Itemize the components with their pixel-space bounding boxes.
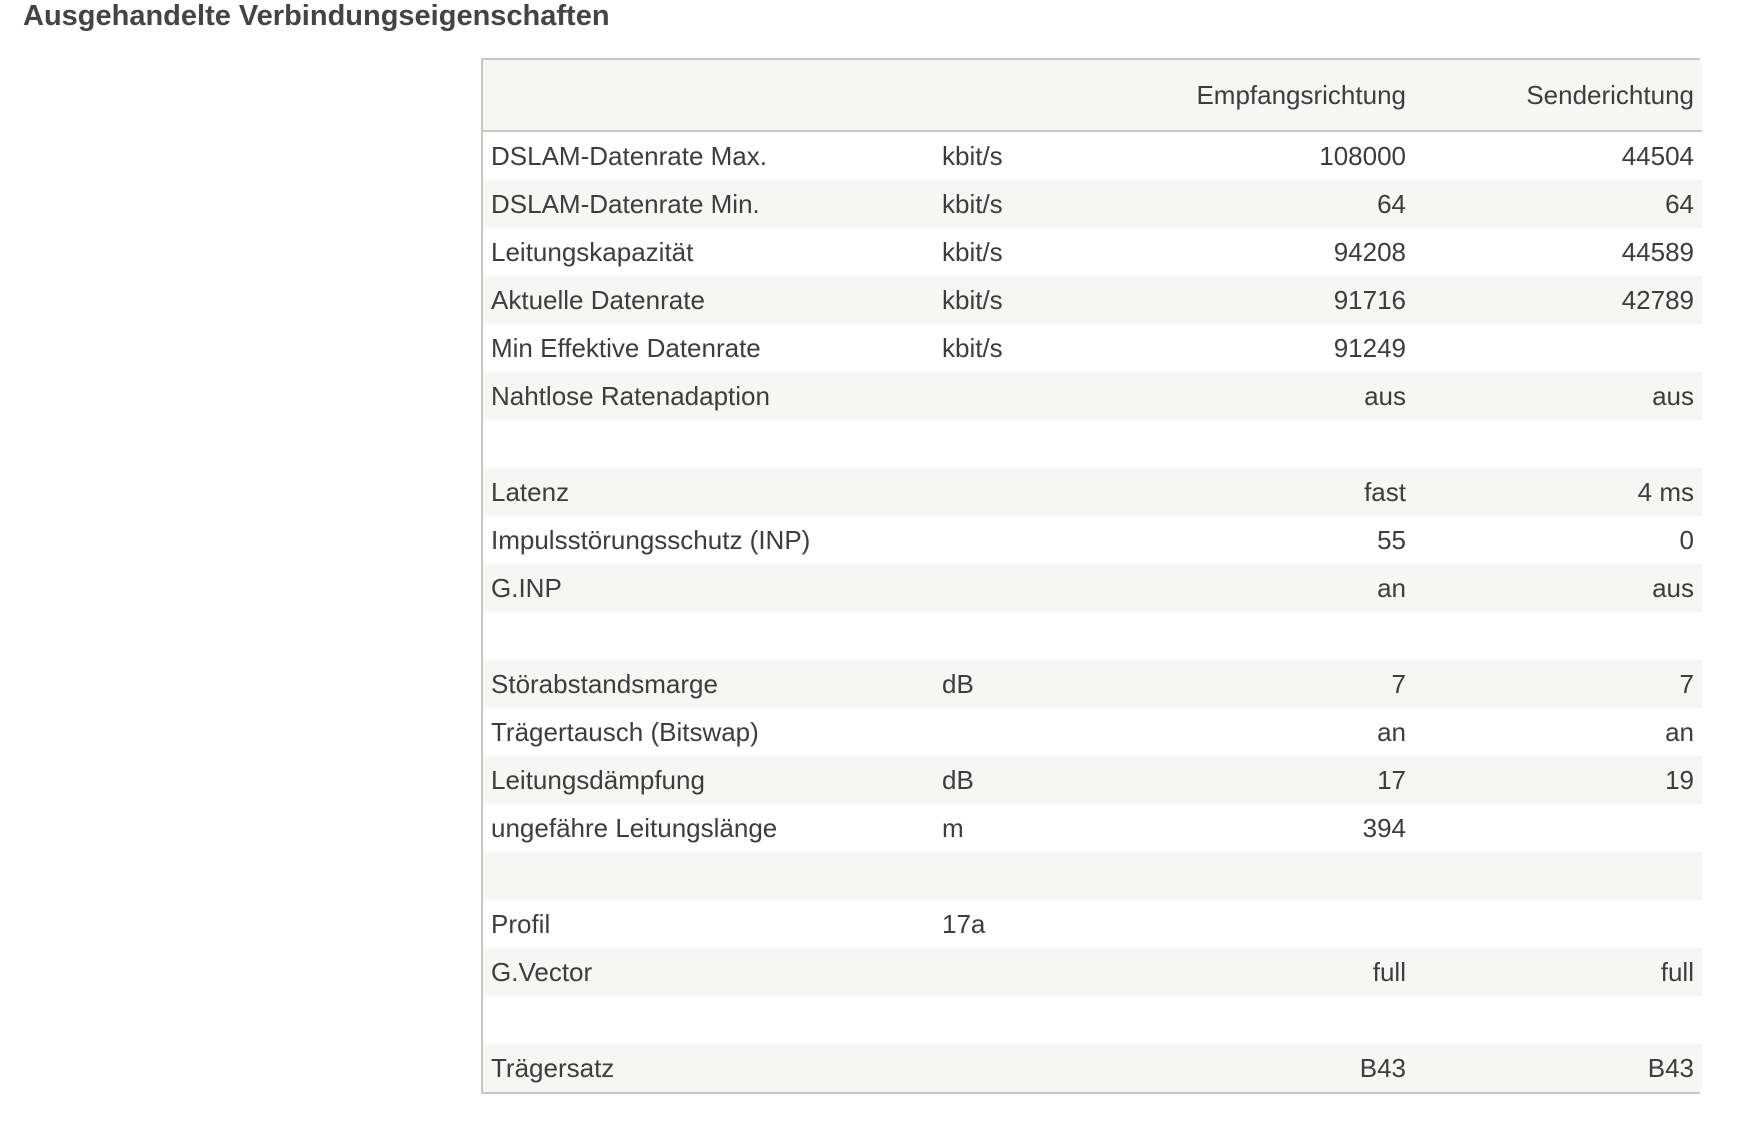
table-row <box>483 228 1702 276</box>
row-label: ungefähre Leitungslänge <box>483 804 934 852</box>
table-row <box>483 804 1702 852</box>
table-row <box>483 660 1702 708</box>
row-unit <box>934 996 1169 1044</box>
table-row <box>483 564 1702 612</box>
row-label: Trägersatz <box>483 1044 934 1092</box>
header-receive-direction: Empfangsrichtung <box>1169 60 1414 131</box>
row-receive-value: an <box>1169 708 1414 756</box>
row-label: Leitungsdämpfung <box>483 756 934 804</box>
row-label: DSLAM-Datenrate Max. <box>483 131 934 180</box>
row-unit: kbit/s <box>934 228 1169 276</box>
row-label: Impulsstörungsschutz (INP) <box>483 516 934 564</box>
row-unit: m <box>934 804 1169 852</box>
table-row <box>483 516 1702 564</box>
row-receive-value: 64 <box>1169 180 1414 228</box>
row-label: Aktuelle Datenrate <box>483 276 934 324</box>
header-label <box>483 60 934 131</box>
row-send-value: 44504 <box>1414 131 1702 180</box>
row-receive-value <box>1169 612 1414 660</box>
table-header-row <box>483 60 1702 131</box>
header-send-direction: Senderichtung <box>1414 60 1702 131</box>
row-label: Trägertausch (Bitswap) <box>483 708 934 756</box>
row-send-value: 7 <box>1414 660 1702 708</box>
row-label <box>483 420 934 468</box>
row-label: G.Vector <box>483 948 934 996</box>
row-send-value: 64 <box>1414 180 1702 228</box>
row-send-value: 0 <box>1414 516 1702 564</box>
row-receive-value <box>1169 852 1414 900</box>
section-title: Ausgehandelte Verbindungseigenschaften <box>23 0 610 32</box>
row-send-value: an <box>1414 708 1702 756</box>
table-row <box>483 708 1702 756</box>
row-send-value <box>1414 420 1702 468</box>
row-receive-value: an <box>1169 564 1414 612</box>
row-send-value: 19 <box>1414 756 1702 804</box>
row-send-value <box>1414 324 1702 372</box>
header-unit <box>934 60 1169 131</box>
row-send-value <box>1414 996 1702 1044</box>
table-row <box>483 180 1702 228</box>
row-receive-value: 394 <box>1169 804 1414 852</box>
row-unit <box>934 516 1169 564</box>
row-label: Min Effektive Datenrate <box>483 324 934 372</box>
row-unit <box>934 564 1169 612</box>
row-receive-value: 91716 <box>1169 276 1414 324</box>
row-unit: 17a <box>934 900 1169 948</box>
table-row <box>483 131 1702 180</box>
row-unit <box>934 468 1169 516</box>
table-row <box>483 1044 1702 1092</box>
table-row <box>483 324 1702 372</box>
row-receive-value: fast <box>1169 468 1414 516</box>
row-unit: dB <box>934 756 1169 804</box>
row-send-value: aus <box>1414 564 1702 612</box>
table-row <box>483 468 1702 516</box>
row-receive-value: 17 <box>1169 756 1414 804</box>
row-unit <box>934 612 1169 660</box>
row-receive-value: full <box>1169 948 1414 996</box>
row-unit: kbit/s <box>934 180 1169 228</box>
row-label: Nahtlose Ratenadaption <box>483 372 934 420</box>
row-receive-value: 91249 <box>1169 324 1414 372</box>
row-label <box>483 996 934 1044</box>
row-receive-value <box>1169 420 1414 468</box>
row-send-value <box>1414 612 1702 660</box>
row-unit <box>934 372 1169 420</box>
row-unit <box>934 708 1169 756</box>
row-send-value: 44589 <box>1414 228 1702 276</box>
row-unit: kbit/s <box>934 324 1169 372</box>
row-label: G.INP <box>483 564 934 612</box>
row-send-value: 4 ms <box>1414 468 1702 516</box>
row-send-value: aus <box>1414 372 1702 420</box>
row-send-value <box>1414 804 1702 852</box>
connection-properties-table <box>481 58 1700 1094</box>
row-receive-value <box>1169 996 1414 1044</box>
table-row <box>483 372 1702 420</box>
row-send-value: B43 <box>1414 1044 1702 1092</box>
row-label <box>483 852 934 900</box>
row-receive-value: 7 <box>1169 660 1414 708</box>
row-label: Latenz <box>483 468 934 516</box>
row-receive-value: aus <box>1169 372 1414 420</box>
table-row <box>483 900 1702 948</box>
row-unit <box>934 948 1169 996</box>
table-row <box>483 996 1702 1044</box>
row-unit: kbit/s <box>934 276 1169 324</box>
row-label: Profil <box>483 900 934 948</box>
row-send-value <box>1414 852 1702 900</box>
table-row <box>483 756 1702 804</box>
row-receive-value: 55 <box>1169 516 1414 564</box>
row-send-value: 42789 <box>1414 276 1702 324</box>
row-unit <box>934 852 1169 900</box>
row-send-value: full <box>1414 948 1702 996</box>
table-body <box>483 131 1702 1092</box>
dsl-table <box>483 60 1702 1092</box>
table-row <box>483 420 1702 468</box>
row-receive-value: 108000 <box>1169 131 1414 180</box>
row-label: DSLAM-Datenrate Min. <box>483 180 934 228</box>
row-label: Leitungskapazität <box>483 228 934 276</box>
row-unit: dB <box>934 660 1169 708</box>
row-send-value <box>1414 900 1702 948</box>
row-unit <box>934 420 1169 468</box>
row-receive-value: B43 <box>1169 1044 1414 1092</box>
table-row <box>483 612 1702 660</box>
table-row <box>483 276 1702 324</box>
row-label: Störabstandsmarge <box>483 660 934 708</box>
row-label <box>483 612 934 660</box>
row-unit: kbit/s <box>934 131 1169 180</box>
row-unit <box>934 1044 1169 1092</box>
row-receive-value: 94208 <box>1169 228 1414 276</box>
row-receive-value <box>1169 900 1414 948</box>
table-row <box>483 948 1702 996</box>
table-row <box>483 852 1702 900</box>
